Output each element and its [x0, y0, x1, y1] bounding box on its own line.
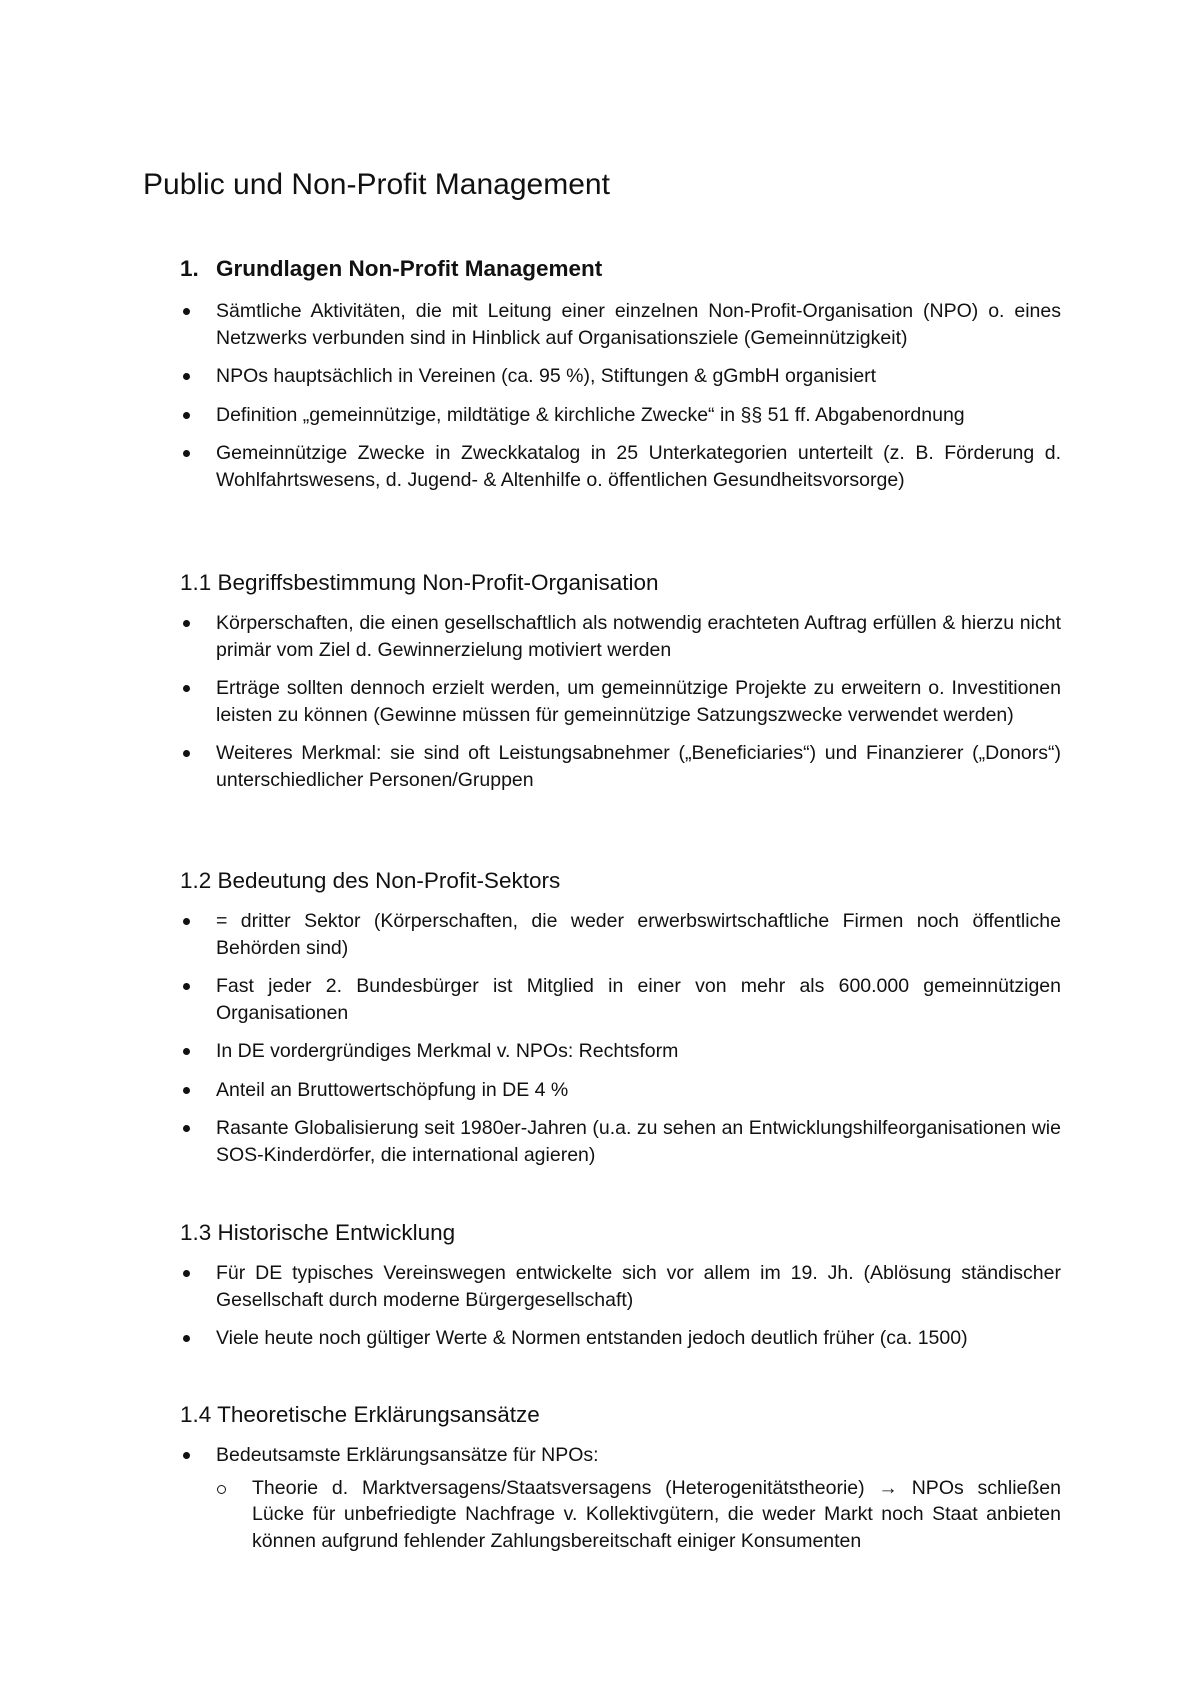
- list-item: Anteil an Bruttowertschöpfung in DE 4 %: [216, 1078, 569, 1101]
- list-item: Für DE typisches Vereinswegen entwickelte sich vor allem im 19. Jh. (Ablösung ständischer Gesellschaft durch moderne Bürgergesellschaft): [216, 1262, 1061, 1311]
- document-title: Public und Non-Profit Management: [143, 168, 610, 201]
- section-1-2-list: [180, 908, 1061, 1180]
- list-item: In DE vordergründiges Merkmal v. NPOs: Rechtsform: [216, 1040, 679, 1062]
- list-item: = dritter Sektor (Körperschaften, die weder erwerbswirtschaftliche Firmen noch öffentliche Behörden sind): [216, 910, 1061, 959]
- list-item: Fast jeder 2. Bundesbürger ist Mitglied in einer von mehr als 600.000 gemeinnützigen Organisationen: [216, 975, 1061, 1024]
- list-item: Definition „gemeinnützige, mildtätige & kirchliche Zwecke“ in §§ 51 ff. Abgabenordnung: [216, 403, 965, 426]
- list-item: Bedeutsamste Erklärungsansätze für NPOs:: [216, 1444, 599, 1466]
- list-item: Sämtliche Aktivitäten, die mit Leitung einer einzelnen Non-Profit-Organisation (NPO) o. eines Netzwerks verbunden sind in Hinblick auf Organisationsziele (Gemeinnützigkeit): [216, 300, 1061, 349]
- section-1-list: [180, 298, 1061, 505]
- list-item: NPOs hauptsächlich in Vereinen (ca. 95 %), Stiftungen & gGmbH organisiert: [216, 365, 877, 387]
- section-1-4-heading: 1.4 Theoretische Erklärungsansätze: [180, 1402, 540, 1427]
- list-item: Gemeinnützige Zwecke in Zweckkatalog in 25 Unterkategorien unterteilt (z. B. Förderung d. Wohlfahrtswesens, d. Jugend- & Altenhilfe o. öffentlichen Gesundheitsvorsorge): [216, 442, 1061, 491]
- list-item: Weiteres Merkmal: sie sind oft Leistungsabnehmer („Beneficiaries“) und Finanzierer („Donors“) unterschiedlicher Personen/Gruppen: [216, 742, 1061, 791]
- section-1-1-heading: 1.1 Begriffsbestimmung Non-Profit-Organisation: [180, 570, 659, 595]
- section-1-number: 1.: [180, 256, 199, 281]
- arrow-right-icon: →: [878, 1476, 898, 1499]
- list-item: Viele heute noch gültiger Werte & Normen entstanden jedoch deutlich früher (ca. 1500): [216, 1327, 968, 1349]
- section-1-heading: [180, 256, 602, 282]
- section-1-3-heading: 1.3 Historische Entwicklung: [180, 1220, 456, 1245]
- list-item: Rasante Globalisierung seit 1980er-Jahren (u.a. zu sehen an Entwicklungshilfeorganisationen wie SOS-Kinderdörfer, die international agieren): [216, 1117, 1061, 1166]
- section-1-1-list: [180, 610, 1061, 805]
- section-1-title: Grundlagen Non-Profit Management: [216, 256, 603, 281]
- sub-list-item: Theorie d. Marktversagens/Staatsversagens (Heterogenitätstheorie) → NPOs schließen Lücke für unbefriedigte Nachfrage v. Kollektivgütern, die weder Markt noch Staat anbieten können aufgrund fehlender Zahlungsbereitschaft einiger Konsumenten: [252, 1476, 1061, 1552]
- section-1-2-heading: 1.2 Bedeutung des Non-Profit-Sektors: [180, 868, 561, 893]
- section-1-4-list: [180, 1442, 1061, 1554]
- section-1-3-list: [180, 1260, 1061, 1364]
- list-item: Erträge sollten dennoch erzielt werden, um gemeinnützige Projekte zu erweitern o. Investitionen leisten zu können (Gewinne müssen für gemeinnützige Satzungszwecke verwendet werden): [216, 677, 1061, 726]
- list-item: Körperschaften, die einen gesellschaftlich als notwendig erachteten Auftrag erfüllen & hierzu nicht primär vom Ziel d. Gewinnerzielung motiviert werden: [216, 612, 1061, 661]
